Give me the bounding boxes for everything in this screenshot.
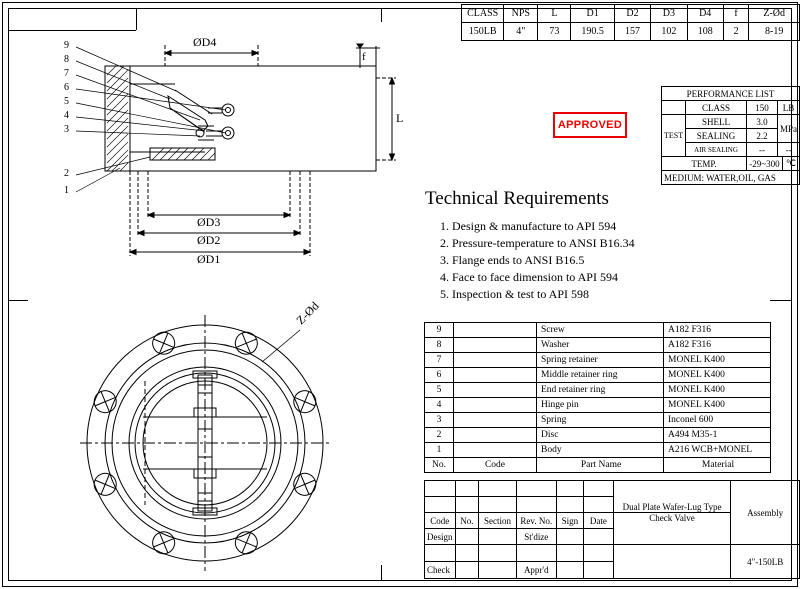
technical-requirement-item: 3. Flange ends to ANSI B16.5: [440, 253, 585, 267]
spec-header-cell: CLASS: [462, 5, 504, 23]
balloon-label-7: 7: [64, 68, 69, 79]
spec-header-cell: D4: [687, 5, 723, 23]
spec-header-cell: D3: [651, 5, 687, 23]
technical-requirements-title: Technical Requirements: [425, 188, 609, 209]
bom-item-no: 2: [425, 428, 454, 443]
bom-header-material: Material: [664, 458, 771, 473]
drawing-type: Assembly: [731, 481, 800, 545]
title-date-label: Date: [584, 513, 614, 529]
dimension-label-L: L: [396, 111, 404, 125]
title-design-label: Design: [425, 529, 456, 545]
bom-item-material: Inconel 600: [664, 413, 771, 428]
title-section-label: Section: [479, 513, 517, 529]
bom-item-material: MONEL K400: [664, 353, 771, 368]
spec-cell: 73: [538, 23, 571, 41]
technical-requirement-item: 1. Design & manufacture to API 594: [440, 219, 617, 233]
performance-medium: MEDIUM: WATER,OIL, GAS: [662, 171, 800, 185]
performance-row-value: 2.2: [746, 129, 777, 143]
bom-item-no: 3: [425, 413, 454, 428]
technical-requirement-item: 2. Pressure-temperature to ANSI B16.34: [440, 236, 635, 250]
spec-header-cell: D2: [614, 5, 650, 23]
performance-row-value: 3.0: [746, 115, 777, 129]
spec-header-cell: D1: [571, 5, 614, 23]
bom-header-no: No.: [425, 458, 454, 473]
bom-item-no: 5: [425, 383, 454, 398]
bom-item-material: MONEL K400: [664, 383, 771, 398]
bom-item-material: MONEL K400: [664, 398, 771, 413]
spec-cell: 8-19: [749, 23, 800, 41]
performance-test-label: TEST: [662, 115, 686, 157]
performance-row-value: --: [746, 143, 777, 157]
performance-row-name: SEALING: [686, 129, 747, 143]
bom-item-no: 1: [425, 443, 454, 458]
product-sub-name: Check Valve: [613, 513, 731, 545]
title-check-label: Check: [425, 562, 456, 579]
performance-title: PERFORMANCE LIST: [662, 87, 800, 101]
balloon-label-8: 8: [64, 54, 69, 65]
bom-item-material: MONEL K400: [664, 368, 771, 383]
bom-header-part: Part Name: [537, 458, 664, 473]
balloon-label-9: 9: [64, 40, 69, 51]
product-name: Dual Plate Wafer-Lug Type: [613, 481, 731, 513]
performance-temp-value: -29~300: [746, 157, 782, 171]
bom-item-no: 8: [425, 338, 454, 353]
title-stdize-label: St'dize: [516, 529, 556, 545]
spec-cell: 102: [651, 23, 687, 41]
dimension-label-d4: ØD4: [193, 35, 217, 49]
balloon-label-2: 2: [64, 168, 69, 179]
spec-header-cell: L: [538, 5, 571, 23]
bom-item-part: Body: [537, 443, 664, 458]
performance-class-value: 150: [746, 101, 777, 115]
dimension-label-bolt-circle: Z-Ød: [293, 298, 322, 328]
bom-item-part: Hinge pin: [537, 398, 664, 413]
balloon-label-1: 1: [64, 185, 69, 196]
performance-class-label: CLASS: [686, 101, 747, 115]
spec-cell: 4": [504, 23, 538, 41]
balloon-label-3: 3: [64, 124, 69, 135]
title-revno-label: Rev. No.: [516, 513, 556, 529]
dimension-label-f: f: [362, 51, 366, 63]
title-apprd-label: Appr'd: [516, 562, 556, 579]
technical-requirement-item: 5. Inspection & test to API 598: [440, 287, 589, 301]
performance-temp-label: TEMP.: [662, 157, 747, 171]
spec-cell: 2: [723, 23, 748, 41]
approved-stamp: APPROVED: [553, 112, 627, 138]
bom-item-no: 4: [425, 398, 454, 413]
bom-item-no: 9: [425, 323, 454, 338]
spec-header-cell: NPS: [504, 5, 538, 23]
bom-item-part: Disc: [537, 428, 664, 443]
bom-item-material: A182 F316: [664, 323, 771, 338]
performance-row-name: AIR SEALING: [686, 143, 747, 157]
dimension-label-d1: ØD1: [197, 252, 221, 266]
bom-item-material: A182 F316: [664, 338, 771, 353]
dimension-label-d3: ØD3: [197, 215, 221, 229]
bom-header-code: Code: [454, 458, 537, 473]
title-no-label: No.: [455, 513, 479, 529]
balloon-label-4: 4: [64, 110, 69, 121]
balloon-label-6: 6: [64, 82, 69, 93]
spec-cell: 157: [614, 23, 650, 41]
size-spec: 4"-150LB: [731, 545, 800, 579]
spec-header-cell: Z-Ød: [749, 5, 800, 23]
performance-temp-unit: ℃: [782, 157, 799, 171]
bom-item-part: Washer: [537, 338, 664, 353]
performance-row-name: SHELL: [686, 115, 747, 129]
bom-item-no: 6: [425, 368, 454, 383]
title-sign-label: Sign: [556, 513, 583, 529]
bom-item-material: A494 M35-1: [664, 428, 771, 443]
title-code-label: Code: [425, 513, 456, 529]
performance-row-unit: --: [777, 143, 799, 157]
technical-requirement-item: 4. Face to face dimension to API 594: [440, 270, 618, 284]
bom-item-part: Spring: [537, 413, 664, 428]
bom-item-no: 7: [425, 353, 454, 368]
bom-item-part: Screw: [537, 323, 664, 338]
bom-item-part: End retainer ring: [537, 383, 664, 398]
spec-cell: 190.5: [571, 23, 614, 41]
bom-item-part: Middle retainer ring: [537, 368, 664, 383]
spec-header-cell: f: [723, 5, 748, 23]
spec-cell: 108: [687, 23, 723, 41]
bom-item-material: A216 WCB+MONEL: [664, 443, 771, 458]
spec-cell: 150LB: [462, 23, 504, 41]
balloon-label-5: 5: [64, 96, 69, 107]
performance-row-unit: MPa: [777, 115, 799, 143]
dimension-label-d2: ØD2: [197, 233, 221, 247]
performance-class-unit: LB: [777, 101, 799, 115]
bom-item-part: Spring retainer: [537, 353, 664, 368]
